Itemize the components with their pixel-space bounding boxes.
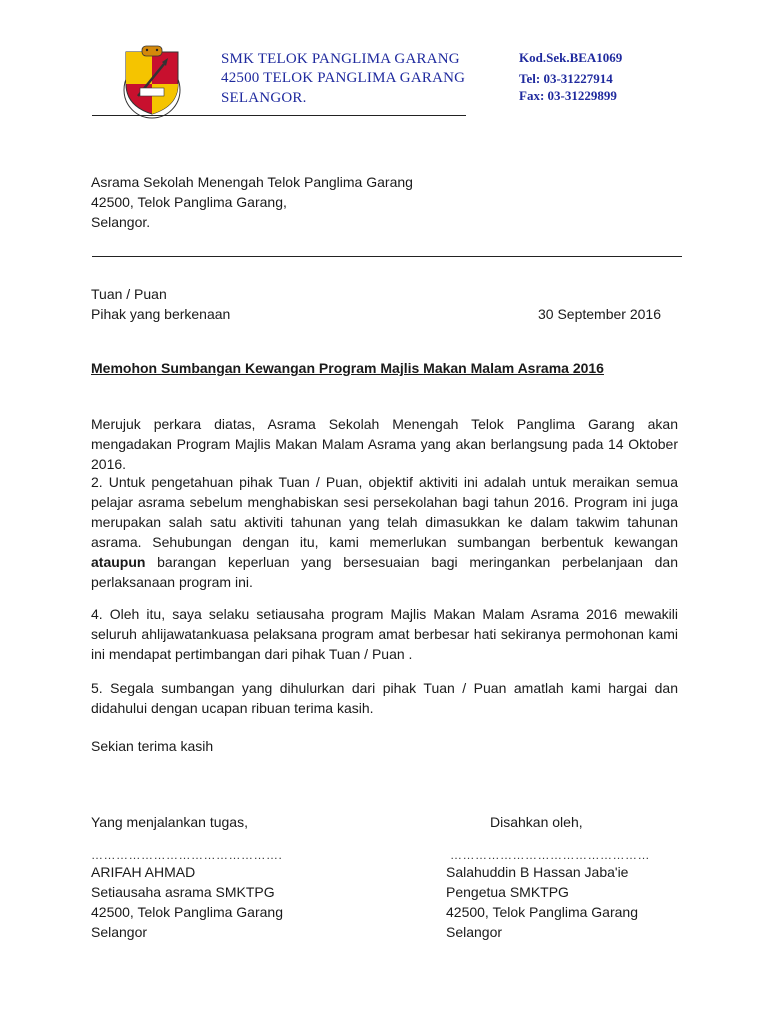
salutation <box>91 284 230 324</box>
letterhead-divider <box>92 115 466 116</box>
recipient-line-1: Asrama Sekolah Menengah Telok Panglima Garang <box>91 174 413 190</box>
paragraph-2-text-b: barangan keperluan yang bersesuaian bagi meringankan perbelanjaan dan perlaksanaan program ini. <box>91 554 678 590</box>
closing-text: Sekian terima kasih <box>91 738 214 754</box>
recipient-line-2: 42500, Telok Panglima Garang, <box>91 194 287 210</box>
signature-right-state: Selangor <box>446 924 503 940</box>
letter-subject: Memohon Sumbangan Kewangan Program Majlis Makan Malam Asrama 2016 <box>91 360 604 376</box>
letterhead <box>0 0 768 120</box>
recipient-address <box>91 172 413 232</box>
signature-left-line: ………………………………………. <box>91 848 283 862</box>
letter-date: 30 September 2016 <box>538 306 661 322</box>
signature-left-state: Selangor <box>91 924 148 940</box>
paragraph-2 <box>91 472 678 592</box>
paragraph-1: Merujuk perkara diatas, Asrama Sekolah Menengah Telok Panglima Garang akan mengadakan Program Majlis Makan Malam Asrama yang akan berlangsung pada 14 Oktober 2016. <box>91 416 678 472</box>
signature-left-name: ARIFAH AHMAD <box>91 864 196 880</box>
signature-right-intro: Disahkan oleh, <box>490 814 583 830</box>
school-tel: Tel: 03-31227914 <box>519 71 613 86</box>
paragraph-4: 4. Oleh itu, saya selaku setiausaha program Majlis Makan Malam Asrama 2016 mewakili seluruh ahlijawatankuasa pelaksana program amat berbesar hati sekiranya permohonan kami ini mendapat pertimbangan dari pihak Tuan / Puan . <box>91 606 678 662</box>
school-code: Kod.Sek.BEA1069 <box>519 50 623 65</box>
school-address: 42500 TELOK PANGLIMA GARANG <box>221 70 466 86</box>
signature-right-title: Pengetua SMKTPG <box>446 884 569 900</box>
signature-left-title: Setiausaha asrama SMKTPG <box>91 884 275 900</box>
address-divider <box>92 256 682 257</box>
signature-left <box>91 812 391 942</box>
paragraph-2-bold: ataupun <box>91 554 146 570</box>
signature-right-address: 42500, Telok Panglima Garang <box>446 904 638 920</box>
signature-right <box>446 812 746 942</box>
school-crest-logo <box>112 44 192 120</box>
school-name: SMK TELOK PANGLIMA GARANG <box>221 51 460 67</box>
signature-right-line: ………………………………………… <box>450 848 650 862</box>
salutation-line-2: Pihak yang berkenaan <box>91 306 231 322</box>
school-state: SELANGOR. <box>221 90 307 106</box>
salutation-line-1: Tuan / Puan <box>91 286 167 302</box>
recipient-line-3: Selangor. <box>91 214 151 230</box>
school-fax: Fax: 03-31229899 <box>519 88 617 103</box>
signature-left-intro: Yang menjalankan tugas, <box>91 814 248 830</box>
paragraph-5: 5. Segala sumbangan yang dihulurkan dari pihak Tuan / Puan amatlah kami hargai dan didahului dengan ucapan ribuan terima kasih. <box>91 680 678 716</box>
signature-left-address: 42500, Telok Panglima Garang <box>91 904 283 920</box>
paragraph-2-text-a: 2. Untuk pengetahuan pihak Tuan / Puan, objektif aktiviti ini adalah untuk meraikan semua pelajar asrama sebelum menghabiskan sesi persekolahan bagi tahun 2016. Program ini juga merupakan salah satu aktiviti tahunan yang telah dimasukkan ke dalam takwim tahunan asrama. Sehubungan dengan itu, kami memerlukan sumbangan berbentuk kewangan <box>91 474 678 550</box>
signature-right-name: Salahuddin B Hassan Jaba'ie <box>446 864 629 880</box>
